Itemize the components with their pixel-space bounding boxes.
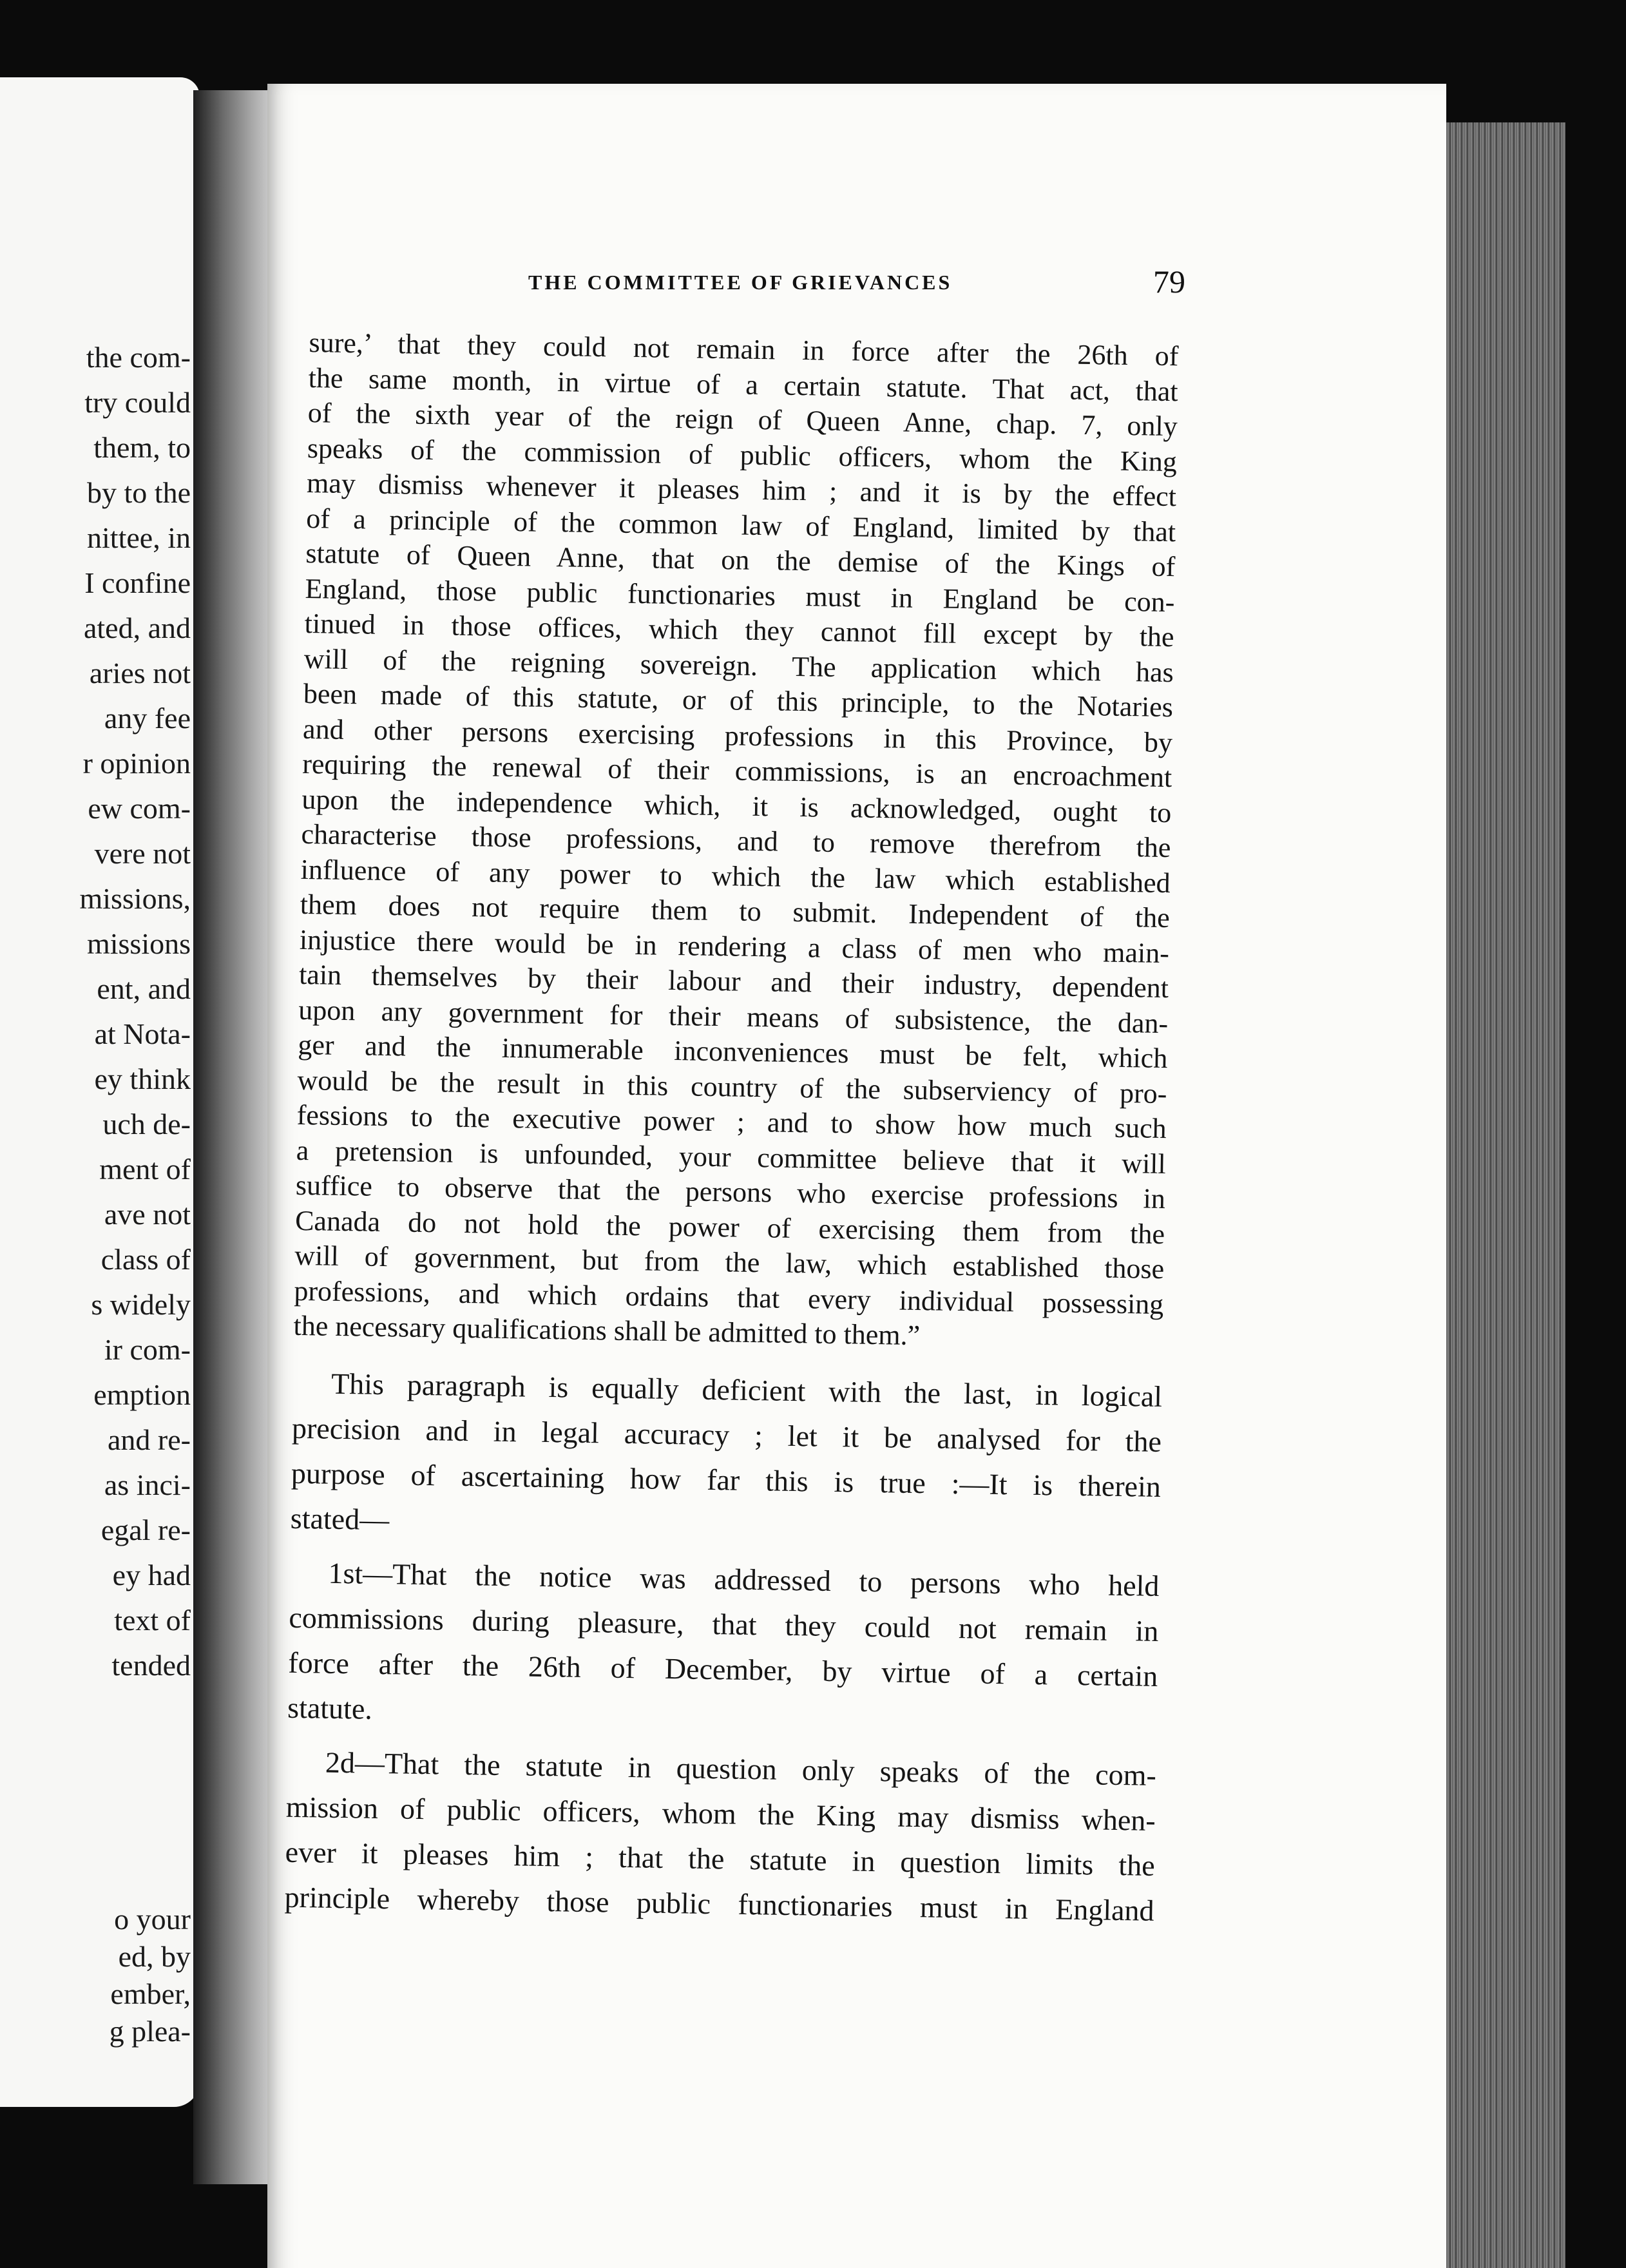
quote-line: a pretension is unfounded, your committee believe that it will <box>296 1134 1167 1180</box>
paragraph-line: statute. <box>287 1691 373 1725</box>
left-page-line: s widely <box>91 1288 191 1321</box>
left-page-line: ew com- <box>88 792 191 825</box>
left-page-line: ment of <box>99 1153 191 1186</box>
paragraph-line: ever it pleases him ; that the statute in question limits the <box>285 1835 1156 1882</box>
quote-line: tain themselves by their labour and their industry, dependent <box>298 958 1169 1004</box>
paragraph-line: This paragraph is equally deficient with the last, in logical <box>330 1367 1163 1413</box>
left-page-line: try could <box>84 386 191 419</box>
quote-line: upon any government for their means of subsistence, the dan- <box>298 994 1169 1039</box>
paragraph-line: commissions during pleasure, that they could not remain in <box>289 1600 1159 1648</box>
paragraph-analysis-intro <box>290 1360 1162 1554</box>
paragraph-line: precision and in legal accuracy ; let it be analysed for the <box>291 1411 1162 1458</box>
left-page-line: nittee, in <box>87 521 191 554</box>
left-page-line: any fee <box>104 702 191 735</box>
left-page-line: ated, and <box>83 611 191 644</box>
left-page-line: ed, by <box>118 1940 191 1973</box>
quote-line: the same month, in virtue of a certain statute. That act, that <box>308 361 1178 407</box>
quote-line: and other persons exercising professions in this Province, by <box>302 713 1173 758</box>
left-page-line: uch de- <box>102 1108 191 1140</box>
left-page-line: missions <box>86 927 191 960</box>
quote-line: will of the reigning sovereign. The application which has <box>303 642 1174 688</box>
left-page-line: ave not <box>104 1198 191 1231</box>
page-number: 79 <box>1153 264 1185 300</box>
left-page-line: by to the <box>87 476 191 509</box>
quote-line: been made of this statute, or of this principle, to the Notaries <box>303 677 1174 724</box>
left-page-text-top <box>0 335 191 1688</box>
left-page-line: r opinion <box>82 747 191 780</box>
book-gutter-shadow <box>193 90 277 2184</box>
left-page-line: egal re- <box>100 1514 191 1546</box>
left-page-line: tended <box>111 1649 191 1682</box>
paragraph-line: 1st—That the notice was addressed to persons who held <box>328 1556 1160 1602</box>
left-facing-page <box>0 77 200 2107</box>
quote-line: will of government, but from the law, which established those <box>294 1239 1165 1285</box>
left-page-line: missions, <box>79 882 191 915</box>
quote-line: fessions to the executive power ; and to show how much such <box>296 1099 1167 1145</box>
quote-line: speaks of the commission of public officers, whom the King <box>307 432 1178 477</box>
left-page-line: the com- <box>86 341 191 374</box>
quote-line: would be the result in this country of the subserviency of pro- <box>297 1064 1167 1110</box>
paragraph-line: 2d—That the statute in question only speaks of the com- <box>325 1745 1157 1792</box>
left-page-line: g plea- <box>109 2015 191 2048</box>
paragraph-line: force after the 26th of December, by virtue of a certain <box>288 1646 1158 1693</box>
paragraph-line: principle whereby those public functionaries must in England <box>284 1880 1154 1927</box>
page-edge-stack <box>1446 122 1565 2268</box>
quote-line: statute of Queen Anne, that on the demise of the Kings of <box>305 537 1176 583</box>
left-page-line: I confine <box>84 566 191 599</box>
quote-line: ger and the innumerable inconveniences must be felt, which <box>298 1028 1168 1075</box>
paragraph-first-point <box>287 1550 1160 1744</box>
quote-line: of a principle of the common law of England, limited by that <box>305 502 1176 548</box>
quote-line: suffice to observe that the persons who exercise professions in <box>295 1169 1166 1215</box>
quote-line: England, those public functionaries must in England be con- <box>305 572 1175 618</box>
left-page-line: o your <box>114 1903 191 1936</box>
left-page-line: ey think <box>94 1062 191 1095</box>
quote-line: the necessary qualifications shall be admitted to them.” <box>293 1309 921 1352</box>
left-page-line: class of <box>100 1243 191 1276</box>
left-page-line: aries not <box>89 657 191 689</box>
page-body-text <box>284 325 1179 1933</box>
left-page-line: and re- <box>108 1423 191 1456</box>
quote-line: tinued in those offices, which they cannot fill except by the <box>304 607 1174 653</box>
quote-line: sure,’ that they could not remain in force after the 26th of <box>309 326 1179 372</box>
paragraph-line: mission of public officers, whom the King may dismiss when- <box>285 1790 1156 1837</box>
quote-line: injustice there would be in rendering a class of men who main- <box>299 923 1170 969</box>
quote-line: influence of any power to which the law which established <box>300 853 1171 899</box>
left-page-line: emption <box>93 1378 191 1411</box>
left-page-line: ir com- <box>104 1333 191 1366</box>
left-page-line: ember, <box>110 1977 191 2010</box>
left-page-line: text of <box>114 1604 191 1637</box>
quote-line: upon the independence which, it is acknowledged, ought to <box>301 783 1172 829</box>
quote-line: professions, and which ordains that every individual possessing <box>294 1274 1164 1320</box>
paragraph-line: stated— <box>290 1501 390 1536</box>
quote-line: them does not require them to submit. Independent of the <box>300 888 1171 934</box>
left-page-line: them, to <box>93 431 191 464</box>
left-page-line: as inci- <box>104 1468 191 1501</box>
quote-line: Canada do not hold the power of exercising them from the <box>294 1204 1165 1250</box>
left-page-line: at Nota- <box>94 1017 191 1050</box>
left-page-line: ey had <box>112 1559 191 1591</box>
quote-line: requiring the renewal of their commissions, is an encroachment <box>301 747 1172 794</box>
running-head: THE COMMITTEE OF GRIEVANCES <box>528 271 953 294</box>
quote-line: may dismiss whenever it pleases him ; and it is by the effect <box>306 466 1177 513</box>
paragraph-line: purpose of ascertaining how far this is true :—It is therein <box>291 1456 1162 1503</box>
left-page-text-bottom <box>0 1901 191 2050</box>
left-page-line: ent, and <box>97 972 191 1005</box>
left-page-line: vere not <box>94 837 191 870</box>
paragraph-second-point <box>284 1739 1156 1933</box>
block-quotation <box>293 325 1179 1358</box>
quote-line: of the sixth year of the reign of Queen Anne, chap. 7, only <box>307 396 1178 443</box>
quote-line: characterise those professions, and to remove therefrom the <box>301 818 1171 864</box>
